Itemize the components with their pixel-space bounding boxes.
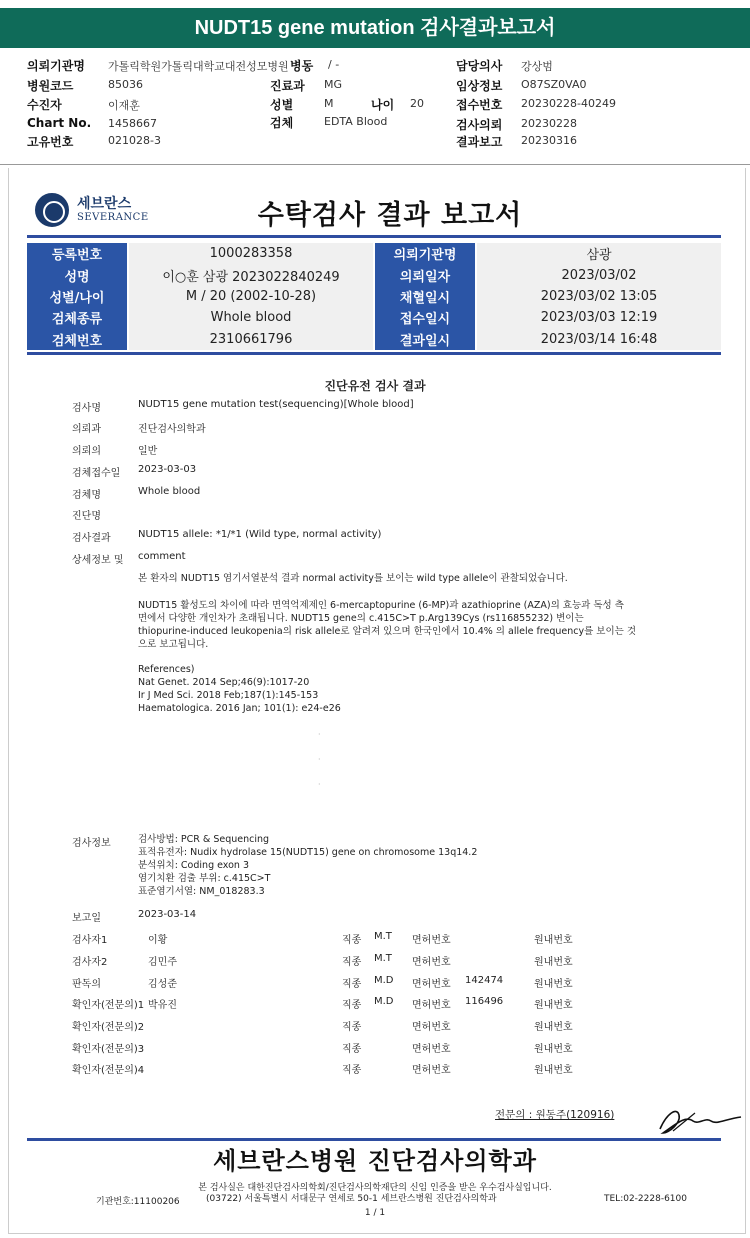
table-header-cell: 접수일시 bbox=[375, 307, 475, 328]
header-label: Chart No. bbox=[27, 116, 92, 130]
staff-job-label: 직종 bbox=[342, 1000, 362, 1011]
table-row bbox=[27, 243, 721, 264]
signature bbox=[655, 1103, 745, 1137]
comment-line: 으로 보고됩니다. bbox=[138, 639, 209, 650]
section-title: 진단유전 검사 결과 bbox=[324, 379, 426, 393]
staff-license-label: 면허번호 bbox=[412, 957, 451, 968]
table-cell: 삼광 bbox=[477, 243, 721, 264]
field-label: 검체명 bbox=[72, 490, 101, 501]
staff-license-label: 면허번호 bbox=[412, 979, 451, 990]
staff-inner-label: 원내번호 bbox=[534, 1044, 573, 1055]
contact-specialist: 전문의 : 원동주(120916) bbox=[495, 1109, 615, 1121]
staff-name: 이황 bbox=[148, 935, 168, 946]
header-value: 20230316 bbox=[521, 134, 577, 147]
test-info-line: 표준염기서열: NM_018283.3 bbox=[138, 886, 265, 897]
header-value: 20230228 bbox=[521, 117, 577, 130]
header-divider bbox=[0, 164, 750, 165]
header-value: 021028-3 bbox=[108, 134, 161, 147]
staff-name: 박유진 bbox=[148, 1000, 177, 1011]
field-value: 2023-03-14 bbox=[138, 909, 197, 920]
test-info-line: 염기치환 검출 부위: c.415C>T bbox=[138, 873, 271, 884]
staff-job-label: 직종 bbox=[342, 935, 362, 946]
reference-line: Nat Genet. 2014 Sep;46(9):1017-20 bbox=[138, 677, 310, 688]
spacer-mark: · bbox=[318, 730, 321, 739]
staff-inner-label: 원내번호 bbox=[534, 1065, 573, 1076]
header-label: 결과보고 bbox=[456, 135, 503, 149]
staff-job-label: 직종 bbox=[342, 979, 362, 990]
field-label: 상세정보 및 bbox=[72, 555, 124, 566]
staff-job: M.D bbox=[374, 975, 394, 986]
logo-text-kr: 세브란스 bbox=[77, 196, 132, 212]
table-header-cell: 성명 bbox=[27, 264, 127, 285]
table-cell: Whole blood bbox=[129, 307, 373, 328]
staff-role: 검사자2 bbox=[72, 957, 108, 968]
table-header-cell: 의뢰기관명 bbox=[375, 243, 475, 264]
table-cell: 2023/03/02 bbox=[477, 264, 721, 285]
header-value: 85036 bbox=[108, 78, 143, 91]
table-header-cell: 성별/나이 bbox=[27, 286, 127, 307]
report-title: 수탁검사 결과 보고서 bbox=[257, 200, 523, 231]
staff-job-label: 직종 bbox=[342, 1065, 362, 1076]
header-label: 검사의뢰 bbox=[456, 118, 503, 132]
header-label: 담당의사 bbox=[456, 59, 503, 73]
comment-line: 면에서 다양한 개인차가 초래됩니다. NUDT15 gene의 c.415C>T p.Arg139Cys (rs116855232) 변이는 bbox=[138, 613, 584, 624]
field-label: 의뢰과 bbox=[72, 424, 101, 435]
spacer-mark: · bbox=[318, 755, 321, 764]
staff-license-label: 면허번호 bbox=[412, 1022, 451, 1033]
table-header-cell: 검체번호 bbox=[27, 329, 127, 350]
table-cell: 2310661796 bbox=[129, 329, 373, 350]
staff-license: 116496 bbox=[465, 996, 504, 1007]
header-label: 접수번호 bbox=[456, 98, 503, 112]
field-label: 검체접수일 bbox=[72, 468, 121, 479]
reference-line: References) bbox=[138, 664, 195, 675]
staff-job: M.D bbox=[374, 996, 394, 1007]
page-number: 1 / 1 bbox=[364, 1208, 386, 1218]
table-row bbox=[27, 264, 721, 285]
staff-job: M.T bbox=[374, 931, 392, 942]
certification-note: 본 검사실은 대한진단검사의학회/진단검사의학재단의 신임 인증을 받은 우수검사실입니다. bbox=[198, 1183, 552, 1193]
staff-inner-label: 원내번호 bbox=[534, 935, 573, 946]
header-label: 검체 bbox=[270, 116, 294, 130]
address: (03722) 서울특별시 서대문구 연세로 50-1 세브란스병원 진단검사의학과 bbox=[206, 1194, 497, 1204]
reference-line: Haematologica. 2016 Jan; 101(1): e24-e26 bbox=[138, 703, 341, 714]
header-value: 20 bbox=[410, 97, 424, 110]
header-value: M bbox=[324, 97, 334, 110]
staff-job: M.T bbox=[374, 953, 392, 964]
field-value: 2023-03-03 bbox=[138, 464, 197, 475]
staff-license: 142474 bbox=[465, 975, 504, 986]
institution-code: 기관번호:11100206 bbox=[96, 1197, 180, 1207]
header-value: 가톨릭학원가톨릭대학교대전성모병원 bbox=[108, 60, 289, 73]
header-label: 병동 bbox=[290, 59, 314, 73]
test-info-line: 표적유전자: Nudix hydrolase 15(NUDT15) gene on chromosome 13q14.2 bbox=[138, 847, 478, 858]
staff-license-label: 면허번호 bbox=[412, 1065, 451, 1076]
table-cell: 2023/03/03 12:19 bbox=[477, 307, 721, 328]
telephone: TEL:02-2228-6100 bbox=[604, 1194, 687, 1204]
title-rule bbox=[27, 235, 721, 238]
header-value: 20230228-40249 bbox=[521, 97, 616, 110]
staff-role: 확인자(전문의)1 bbox=[72, 1000, 145, 1011]
staff-license-label: 면허번호 bbox=[412, 1044, 451, 1055]
staff-role: 검사자1 bbox=[72, 935, 108, 946]
staff-job-label: 직종 bbox=[342, 957, 362, 968]
table-header-cell: 채혈일시 bbox=[375, 286, 475, 307]
table-row bbox=[27, 329, 721, 350]
field-label: 보고일 bbox=[72, 913, 101, 924]
header-label: 임상정보 bbox=[456, 79, 503, 93]
header-value: 강상범 bbox=[521, 60, 553, 73]
comment-line: 본 환자의 NUDT15 염기서열분석 결과 normal activity를 보이는 wild type allele이 관찰되었습니다. bbox=[138, 573, 568, 584]
patient-info-table bbox=[27, 243, 721, 350]
staff-inner-label: 원내번호 bbox=[534, 1000, 573, 1011]
test-info-line: 검사방법: PCR & Sequencing bbox=[138, 834, 270, 845]
report-banner: NUDT15 gene mutation 검사결과보고서 bbox=[0, 8, 750, 48]
severance-logo bbox=[35, 193, 149, 229]
field-value: 일반 bbox=[138, 446, 158, 457]
header-value: O87SZ0VA0 bbox=[521, 78, 587, 91]
table-cell: 2023/03/14 16:48 bbox=[477, 329, 721, 350]
staff-job-label: 직종 bbox=[342, 1022, 362, 1033]
table-header-cell: 의뢰일자 bbox=[375, 264, 475, 285]
header-label: 고유번호 bbox=[27, 135, 74, 149]
staff-inner-label: 원내번호 bbox=[534, 957, 573, 968]
staff-inner-label: 원내번호 bbox=[534, 1022, 573, 1033]
staff-inner-label: 원내번호 bbox=[534, 979, 573, 990]
header-value: EDTA Blood bbox=[324, 115, 388, 128]
field-value: Whole blood bbox=[138, 486, 201, 497]
field-label: 검사명 bbox=[72, 403, 101, 414]
field-value: 진단검사의학과 bbox=[138, 424, 206, 435]
staff-role: 확인자(전문의)2 bbox=[72, 1022, 145, 1033]
field-label: 의뢰의 bbox=[72, 446, 101, 457]
spacer-mark: · bbox=[318, 780, 321, 789]
header-value: 이재훈 bbox=[108, 99, 140, 112]
table-rule bbox=[27, 352, 721, 355]
table-cell: 이○훈 삼광 2023022840249 bbox=[129, 264, 373, 285]
staff-license-label: 면허번호 bbox=[412, 935, 451, 946]
header-value: MG bbox=[324, 78, 343, 91]
field-value: NUDT15 allele: *1/*1 (Wild type, normal activity) bbox=[138, 529, 382, 540]
comment-line: NUDT15 활성도의 차이에 따라 면역억제제인 6-mercaptopurine (6-MP)과 azathioprine (AZA)의 효능과 독성 측 bbox=[138, 600, 624, 611]
field-label: 진단명 bbox=[72, 511, 101, 522]
table-row bbox=[27, 286, 721, 307]
header-label: 나이 bbox=[371, 98, 395, 112]
staff-job-label: 직종 bbox=[342, 1044, 362, 1055]
table-header-cell: 결과일시 bbox=[375, 329, 475, 350]
field-label: 검사결과 bbox=[72, 533, 111, 544]
test-info-line: 분석위치: Coding exon 3 bbox=[138, 860, 250, 871]
field-label: 검사정보 bbox=[72, 838, 111, 849]
header-value: 1458667 bbox=[108, 117, 157, 130]
staff-role: 확인자(전문의)3 bbox=[72, 1044, 145, 1055]
header-label: 의뢰기관명 bbox=[27, 59, 85, 73]
header-label: 진료과 bbox=[270, 79, 305, 93]
header-label: 성별 bbox=[270, 98, 294, 112]
staff-role: 판독의 bbox=[72, 979, 101, 990]
table-row bbox=[27, 307, 721, 328]
field-value: comment bbox=[138, 551, 186, 562]
field-value: NUDT15 gene mutation test(sequencing)[Whole blood] bbox=[138, 399, 414, 410]
staff-license-label: 면허번호 bbox=[412, 1000, 451, 1011]
header-label: 수진자 bbox=[27, 98, 62, 112]
staff-name: 김성준 bbox=[148, 979, 177, 990]
table-cell: M / 20 (2002-10-28) bbox=[129, 286, 373, 307]
staff-role: 확인자(전문의)4 bbox=[72, 1065, 145, 1076]
table-header-cell: 등록번호 bbox=[27, 243, 127, 264]
reference-line: Ir J Med Sci. 2018 Feb;187(1):145-153 bbox=[138, 690, 319, 701]
table-cell: 2023/03/02 13:05 bbox=[477, 286, 721, 307]
footer-title: 세브란스병원 진단검사의학과 bbox=[213, 1147, 537, 1175]
severance-emblem-icon bbox=[35, 193, 69, 227]
header-label: 병원코드 bbox=[27, 79, 74, 93]
logo-text-en: SEVERANCE bbox=[77, 212, 149, 223]
staff-name: 김민주 bbox=[148, 957, 177, 968]
table-header-cell: 검체종류 bbox=[27, 307, 127, 328]
table-cell: 1000283358 bbox=[129, 243, 373, 264]
header-value: / - bbox=[328, 58, 340, 71]
comment-line: thiopurine-induced leukopenia의 risk allele로 알려져 있으며 한국인에서 10.4% 의 allele frequency를 보이는 것 bbox=[138, 626, 637, 637]
